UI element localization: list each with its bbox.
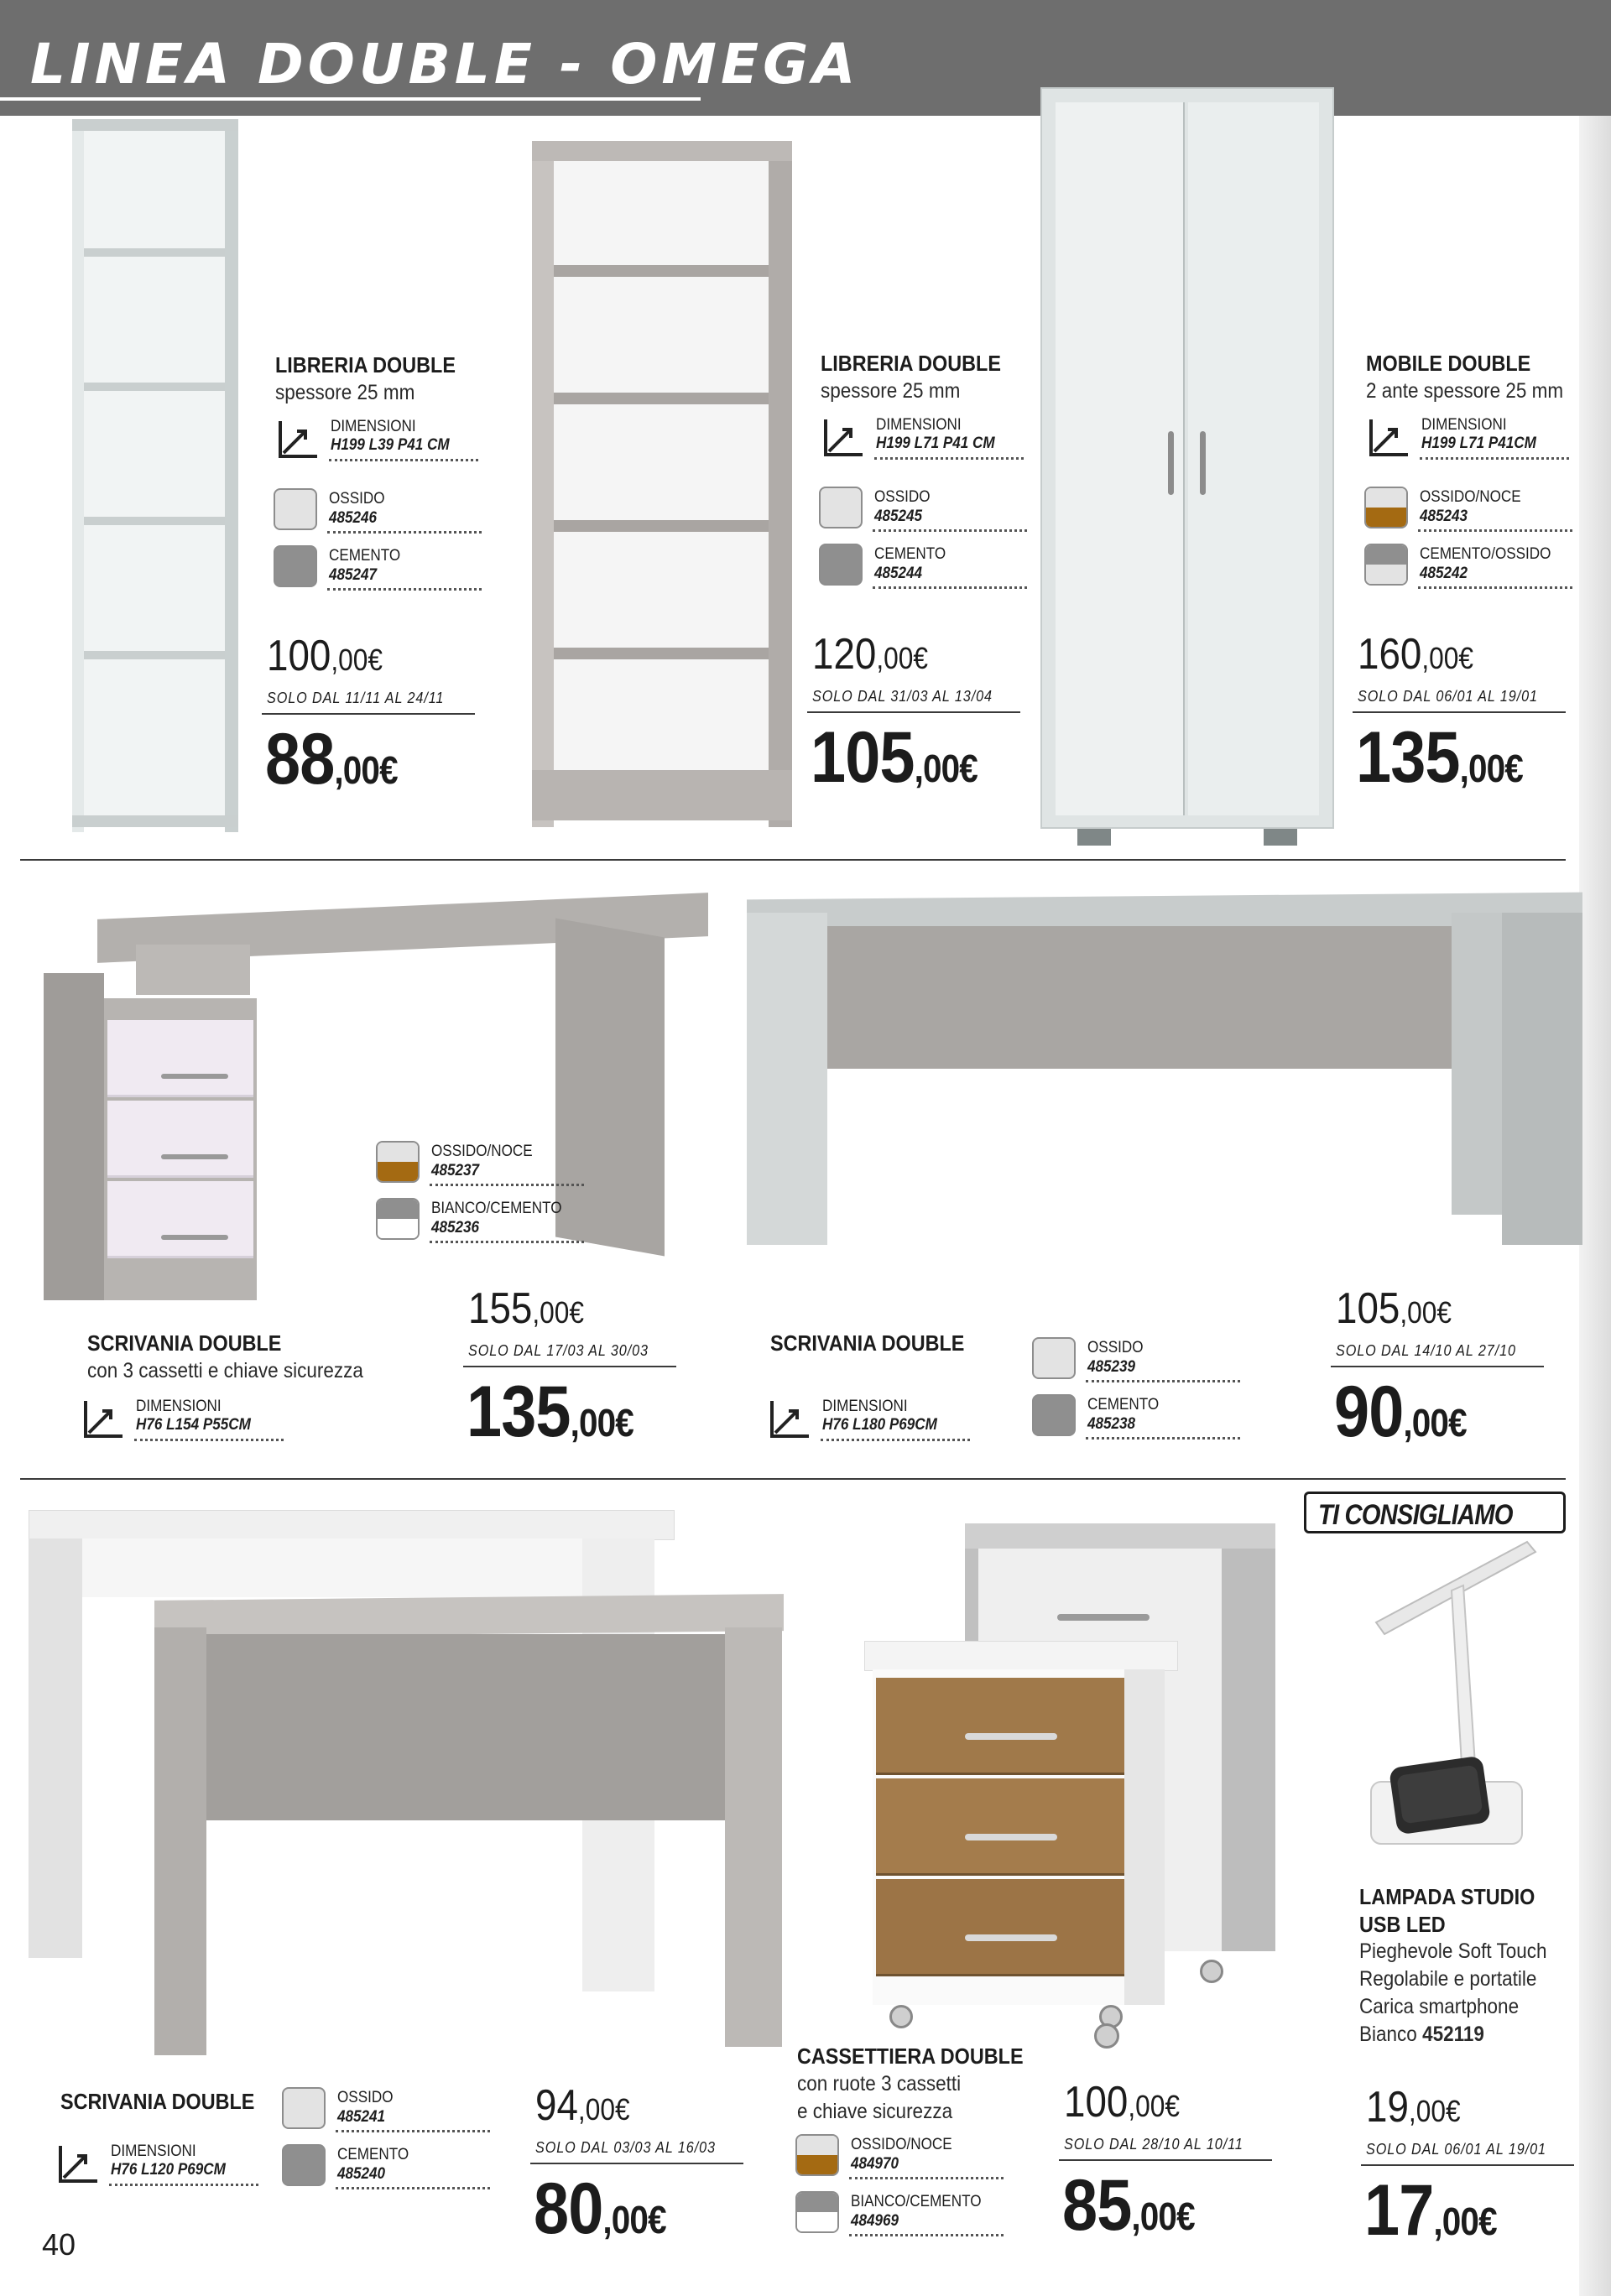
scrivania-long-image [747,896,1582,1247]
regular-price: 19,00€ [1366,2083,1461,2132]
promo-price: 17,00€ [1364,2170,1497,2251]
product-name: USB LED [1359,1912,1446,1937]
dimensions-block [821,413,1022,463]
promo-price: 80,00€ [534,2168,666,2249]
product-description: spessore 25 mm [275,381,415,404]
color-swatch [282,2087,326,2129]
mobile-wardrobe-image [1040,87,1334,852]
variant-code: 485238 [1087,1415,1136,1433]
variant-cemento [282,2141,492,2193]
regular-price: 160,00€ [1358,630,1474,679]
dimensions-block [55,2139,257,2189]
product-description: spessore 25 mm [821,379,961,403]
variant-cemento [819,540,1029,592]
section-divider [20,859,1566,861]
price-block [262,631,480,799]
variant-code: 485244 [874,565,923,582]
recommended-badge: TI CONSIGLIAMO [1304,1492,1566,1533]
dimensions-block [1366,413,1567,463]
dimensions-value: H199 L71 P41CM [1421,435,1536,452]
promo-price: 90,00€ [1334,1372,1467,1452]
dimensions-label: DIMENSIONI [331,418,416,435]
product-name: LIBRERIA DOUBLE [821,351,1001,376]
regular-price: 94,00€ [535,2081,630,2130]
product-name: LAMPADA STUDIO [1359,1884,1535,1909]
title-underline [0,97,701,101]
variant-code: 485240 [337,2165,386,2183]
scrivania-with-drawers-image [44,872,715,1317]
dimensions-label: DIMENSIONI [1421,416,1507,434]
variant-label: CEMENTO [874,545,946,563]
regular-price: 105,00€ [1336,1284,1452,1333]
dimensions-value: H76 L180 P69CM [822,1416,937,1434]
color-swatch [1032,1394,1076,1436]
price-block [1361,2082,1579,2250]
product-color-code: Bianco 452119 [1359,2023,1484,2046]
product-name: CASSETTIERA DOUBLE [797,2043,1024,2069]
page-edge-strip [1579,116,1611,2296]
promo-price: 135,00€ [467,1372,633,1452]
dimensions-block [767,1394,968,1445]
dimensions-icon [767,1398,812,1441]
color-swatch [1364,544,1408,586]
dimensions-label: DIMENSIONI [111,2142,196,2160]
variant-code: 484970 [851,2155,899,2173]
variant-ossido [1032,1334,1242,1386]
product-description: e chiave sicurezza [797,2100,953,2123]
product-description: Regolabile e portatile [1359,1967,1537,1991]
variant-code: 485247 [329,566,378,584]
variant-label: OSSIDO [329,490,385,508]
dimensions-value: H199 L39 P41 CM [331,436,450,454]
regular-price: 155,00€ [468,1284,585,1333]
promo-period: SOLO DAL 28/10 AL 10/11 [1064,2136,1243,2153]
scrivania-small-image [29,1510,792,2064]
variant-label: BIANCO/CEMENTO [851,2193,982,2210]
page-title: LINEA DOUBLE - OMEGA [30,32,860,96]
variant-cemento [274,542,483,594]
variant-label: OSSIDO [1087,1339,1144,1356]
variant-label: OSSIDO/NOCE [851,2136,952,2153]
variant-code: 485245 [874,508,923,525]
variant-cemento-ossido [1364,540,1574,592]
dimensions-value: H199 L71 P41 CM [876,435,995,452]
dimensions-label: DIMENSIONI [822,1398,908,1415]
product-description: Carica smartphone [1359,1995,1520,2018]
product-description: con ruote 3 cassetti [797,2072,962,2096]
promo-period: SOLO DAL 31/03 AL 13/04 [812,688,993,705]
promo-price: 88,00€ [265,719,398,799]
variant-ossido-noce [1364,483,1574,535]
variant-label: OSSIDO [337,2089,394,2106]
price-block [1331,1283,1549,1451]
price-block [463,1283,681,1451]
price-block [1353,629,1571,797]
dimensions-icon [1366,416,1411,460]
product-name: MOBILE DOUBLE [1366,351,1531,376]
color-swatch [1364,487,1408,528]
color-swatch [274,545,317,587]
variant-label: BIANCO/CEMENTO [431,1200,562,1217]
color-swatch [795,2191,839,2233]
variant-ossido [274,485,483,537]
dimensions-block [275,414,477,465]
promo-period: SOLO DAL 14/10 AL 27/10 [1336,1342,1516,1359]
variant-ossido-noce [376,1138,586,1190]
promo-price: 135,00€ [1356,717,1523,798]
promo-price: 105,00€ [811,717,978,798]
variant-label: CEMENTO [1087,1396,1160,1414]
variant-ossido-noce [795,2131,1005,2183]
variant-label: CEMENTO/OSSIDO [1420,545,1551,563]
color-swatch [1032,1337,1076,1379]
price-block [530,2080,748,2248]
variant-label: OSSIDO/NOCE [1420,488,1521,506]
lampada-led-image [1359,1538,1544,1874]
variant-bianco-cemento [376,1195,586,1247]
variant-ossido [819,483,1029,535]
section-divider [20,1478,1566,1480]
variant-ossido [282,2084,492,2136]
dimensions-label: DIMENSIONI [136,1398,222,1415]
variant-label: CEMENTO [337,2146,409,2163]
dimensions-block [81,1394,282,1445]
regular-price: 100,00€ [1064,2078,1181,2127]
libreria-wide-image [532,141,792,827]
color-swatch [282,2144,326,2186]
variant-code: 485243 [1420,508,1468,525]
promo-period: SOLO DAL 03/03 AL 16/03 [535,2139,716,2156]
variant-label: CEMENTO [329,547,401,565]
price-block [807,629,1025,797]
color-swatch [376,1198,420,1240]
promo-period: SOLO DAL 11/11 AL 24/11 [267,690,445,706]
dimensions-icon [81,1398,126,1441]
dimensions-icon [821,416,866,460]
color-swatch [376,1141,420,1183]
variant-code: 485239 [1087,1358,1136,1376]
product-name: SCRIVANIA DOUBLE [60,2089,255,2114]
product-name: SCRIVANIA DOUBLE [87,1330,282,1356]
page-number: 40 [42,2227,76,2262]
product-description: Pieghevole Soft Touch [1359,1939,1547,1963]
promo-period: SOLO DAL 06/01 AL 19/01 [1366,2141,1546,2158]
promo-period: SOLO DAL 17/03 AL 30/03 [468,1342,649,1359]
dimensions-icon [275,418,321,461]
cassettiera-image [864,1523,1284,2055]
dimensions-label: DIMENSIONI [876,416,962,434]
price-block [1059,2077,1277,2245]
variant-label: OSSIDO [874,488,931,506]
dimensions-value: H76 L154 P55CM [136,1416,251,1434]
product-description: con 3 cassetti e chiave sicurezza [87,1359,363,1382]
product-name: LIBRERIA DOUBLE [275,352,456,377]
promo-price: 85,00€ [1062,2165,1195,2246]
variant-bianco-cemento [795,2188,1005,2240]
dimensions-value: H76 L120 P69CM [111,2161,226,2179]
variant-label: OSSIDO/NOCE [431,1143,533,1160]
variant-code: 485242 [1420,565,1468,582]
regular-price: 100,00€ [267,632,383,680]
variant-cemento [1032,1391,1242,1443]
libreria-narrow-image [72,119,240,832]
variant-code: 485241 [337,2108,386,2126]
color-swatch [819,544,863,586]
color-swatch [274,488,317,530]
promo-period: SOLO DAL 06/01 AL 19/01 [1358,688,1538,705]
variant-code: 485246 [329,509,378,527]
variant-code: 484969 [851,2212,899,2230]
product-name: SCRIVANIA DOUBLE [770,1330,965,1356]
color-swatch [819,487,863,528]
color-swatch [795,2134,839,2176]
variant-code: 485237 [431,1162,480,1179]
variant-code: 485236 [431,1219,480,1237]
product-description: 2 ante spessore 25 mm [1366,379,1564,403]
regular-price: 120,00€ [812,630,929,679]
dimensions-icon [55,2142,101,2186]
